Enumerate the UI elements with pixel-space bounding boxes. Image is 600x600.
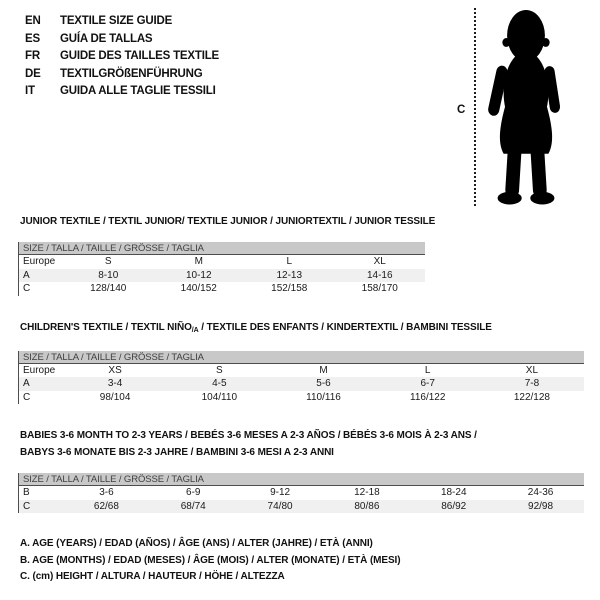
size-cell: 86/92 bbox=[441, 500, 467, 512]
children-size-table-section bbox=[18, 319, 584, 405]
table-row-a bbox=[19, 269, 425, 283]
heading-text: /A bbox=[191, 326, 199, 334]
size-cell: 7-8 bbox=[524, 378, 540, 389]
size-cell: 5-6 bbox=[316, 378, 331, 389]
language-title: GUIDE DES TAILLES TEXTILE bbox=[60, 50, 219, 62]
language-row bbox=[25, 66, 219, 84]
language-code: DE bbox=[25, 67, 41, 80]
size-cell: 110/116 bbox=[306, 391, 341, 403]
row-label: C bbox=[23, 500, 31, 512]
size-cell: 3-6 bbox=[99, 487, 114, 498]
table-row-c bbox=[19, 500, 584, 514]
baby-silhouette-icon bbox=[483, 9, 569, 206]
heading-text: JUNIOR TEXTILE / TEXTIL JUNIOR/ TEXTILE JUNIOR / JUNIORTEXTIL / JUNIOR TESSILE bbox=[20, 216, 436, 227]
size-cell: S bbox=[104, 256, 112, 267]
size-table bbox=[18, 242, 425, 296]
table-rows bbox=[19, 255, 425, 296]
heading-text: CHILDREN'S TEXTILE / TEXTIL NIÑO bbox=[20, 321, 192, 333]
table-row-a bbox=[19, 377, 584, 391]
size-cell: 8-10 bbox=[98, 269, 119, 281]
size-cell: 128/140 bbox=[90, 283, 127, 294]
size-cell: 104/110 bbox=[201, 391, 237, 403]
size-cell: 80/86 bbox=[354, 500, 380, 512]
language-row bbox=[25, 13, 219, 31]
size-table bbox=[18, 351, 584, 405]
row-label: C bbox=[23, 391, 31, 403]
size-cell: 24-36 bbox=[527, 487, 554, 498]
language-code: EN bbox=[25, 15, 41, 27]
table-row-c bbox=[19, 391, 584, 405]
size-cell: 9-12 bbox=[270, 487, 291, 498]
size-cell: 116/122 bbox=[410, 391, 446, 403]
table-row-b bbox=[19, 486, 584, 500]
size-cell: 158/170 bbox=[361, 283, 398, 294]
size-cell: 12-13 bbox=[276, 269, 303, 281]
size-cell: S bbox=[215, 364, 223, 376]
size-header-bar bbox=[19, 473, 584, 486]
size-cell: 4-5 bbox=[212, 378, 227, 389]
language-list bbox=[25, 13, 219, 101]
size-table bbox=[18, 473, 584, 513]
size-cell: 140/152 bbox=[180, 283, 217, 294]
table-heading bbox=[20, 427, 584, 461]
table-heading-line bbox=[20, 213, 436, 230]
babies-size-table-section bbox=[18, 427, 584, 513]
heading-text: BABYS 3-6 MONATE BIS 2-3 JAHRE / BAMBINI 3-6 MESI A 2-3 ANNI bbox=[20, 447, 334, 458]
size-header-label: SIZE / TALLA / TAILLE / GRÖSSE / TAGLIA bbox=[23, 351, 204, 363]
legend-line: A. AGE (YEARS) / EDAD (AÑOS) / ÂGE (ANS) / ALTER (JAHRE) / ETÀ (ANNI) bbox=[20, 538, 373, 549]
language-row bbox=[25, 48, 219, 66]
table-heading-line bbox=[20, 444, 584, 461]
size-cell: 122/128 bbox=[513, 391, 550, 403]
heading-text: / TEXTILE DES ENFANTS / KINDERTEXTIL / BAMBINI TESSILE bbox=[198, 321, 492, 333]
language-code: IT bbox=[25, 85, 35, 97]
language-row bbox=[25, 31, 219, 49]
size-header-label: SIZE / TALLA / TAILLE / GRÖSSE / TAGLIA bbox=[23, 243, 204, 254]
size-cell: 6-7 bbox=[420, 378, 435, 389]
size-cell: 6-9 bbox=[186, 487, 201, 498]
size-cell: 152/158 bbox=[271, 283, 308, 294]
size-cell: 62/68 bbox=[93, 500, 119, 512]
table-heading bbox=[20, 213, 436, 230]
size-cell: L bbox=[286, 256, 293, 267]
junior-size-table-section bbox=[18, 213, 436, 296]
size-cell: 74/80 bbox=[267, 500, 293, 512]
size-header-label: SIZE / TALLA / TAILLE / GRÖSSE / TAGLIA bbox=[23, 474, 204, 485]
row-label: Europe bbox=[23, 364, 56, 376]
size-cell: L bbox=[424, 364, 431, 376]
language-row bbox=[25, 83, 219, 101]
row-label: B bbox=[23, 487, 30, 498]
row-label: Europe bbox=[23, 256, 56, 267]
size-cell: M bbox=[319, 364, 328, 376]
legend-line: B. AGE (MONTHS) / EDAD (MESES) / ÂGE (MOIS) / ALTER (MONATE) / ETÀ (MESI) bbox=[20, 554, 401, 566]
language-code: FR bbox=[25, 50, 40, 62]
table-row-c bbox=[19, 282, 425, 296]
size-cell: XL bbox=[525, 364, 539, 376]
size-cell: 3-4 bbox=[107, 378, 123, 389]
language-title: GUÍA DE TALLAS bbox=[60, 32, 153, 45]
size-cell: XL bbox=[373, 256, 386, 267]
table-rows bbox=[19, 364, 584, 405]
size-cell: 92/98 bbox=[528, 500, 554, 512]
size-header-bar bbox=[19, 351, 584, 364]
language-code: ES bbox=[25, 32, 40, 45]
size-header-bar bbox=[19, 242, 425, 255]
table-heading-line bbox=[20, 319, 584, 339]
table-row-europe bbox=[19, 255, 425, 269]
row-label: A bbox=[23, 378, 30, 389]
size-cell: 18-24 bbox=[440, 487, 467, 498]
language-title: TEXTILE SIZE GUIDE bbox=[60, 15, 173, 27]
size-cell: 68/74 bbox=[180, 500, 206, 512]
language-title: GUIDA ALLE TAGLIE TESSILI bbox=[60, 85, 216, 97]
table-rows bbox=[19, 486, 584, 513]
size-tables-container bbox=[18, 213, 584, 536]
size-cell: XS bbox=[108, 364, 122, 376]
size-cell: 12-18 bbox=[354, 487, 380, 498]
size-cell: 10-12 bbox=[185, 269, 212, 281]
legend-line: C. (cm) HEIGHT / ALTURA / HAUTEUR / HÖHE / ALTEZZA bbox=[20, 571, 285, 582]
table-heading bbox=[20, 319, 584, 339]
height-measure-line bbox=[474, 8, 476, 206]
table-row-europe bbox=[19, 364, 584, 378]
row-label: A bbox=[23, 269, 30, 281]
measurement-legend bbox=[20, 536, 400, 586]
row-label: C bbox=[23, 283, 31, 294]
size-cell: 14-16 bbox=[366, 269, 393, 281]
size-cell: 98/104 bbox=[99, 391, 131, 403]
table-heading-line bbox=[20, 427, 584, 444]
height-measure-label: C bbox=[457, 104, 466, 116]
heading-text: BABIES 3-6 MONTH TO 2-3 YEARS / BEBÉS 3-6 MESES A 2-3 AÑOS / BÉBÉS 3-6 MOIS À 2-3 ANS / bbox=[20, 430, 477, 441]
language-title: TEXTILGRÖßENFÜHRUNG bbox=[60, 67, 203, 80]
size-cell: M bbox=[194, 256, 203, 267]
